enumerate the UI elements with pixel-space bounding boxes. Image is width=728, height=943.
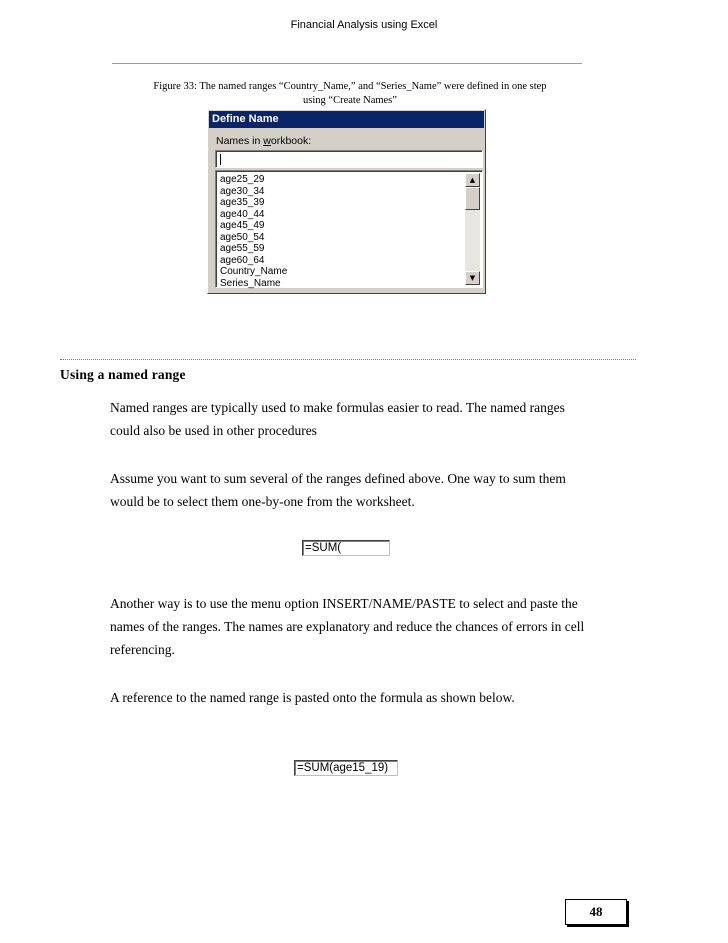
label-prefix: Names in [216,135,264,147]
list-item[interactable]: age30_34 [220,185,265,197]
list-item[interactable]: age60_64 [220,254,265,266]
paragraph-2: Assume you want to sum several of the ranges defined above. One way to sum them would be to select them one-by-one from the worksheet. [110,471,566,509]
page-number: 48 [565,899,627,925]
scroll-thumb[interactable] [465,187,480,210]
paragraph-3: Another way is to use the menu option INSERT/NAME/PASTE to select and paste the names of the ranges. The names are explanatory and reduce the chances of errors in cell referencing. [110,596,585,657]
list-item[interactable]: age45_49 [220,220,265,231]
define-name-dialog [207,109,486,294]
list-item[interactable]: Series_Name [220,277,281,289]
label-suffix: orkbook: [270,135,312,147]
caption-line-2: using “Create Names” [303,95,397,106]
header-rule [112,63,582,64]
list-item[interactable]: age50_54 [220,231,265,243]
paragraph-1: Named ranges are typically used to make formulas easier to read. The named ranges could also be used in other procedures [110,400,565,438]
scroll-down-arrow-icon[interactable]: ▼ [465,271,480,285]
names-list [220,174,287,289]
section-divider [60,359,636,360]
list-item[interactable]: age25_29 [220,174,265,185]
paragraph-4: A reference to the named range is pasted onto the formula as shown below. [110,690,515,705]
caption-line-1: Figure 33: The named ranges “Country_Name,” and “Series_Name” were defined in one step [153,81,547,92]
dialog-titlebar: Define Name [209,111,484,128]
name-input[interactable] [215,150,483,168]
formula-bar-sum[interactable]: =SUM( [302,540,390,556]
formula-bar-sum-named[interactable]: =SUM(age15_19) [294,760,398,776]
names-listbox[interactable] [215,170,483,288]
scroll-up-arrow-icon[interactable]: ▲ [465,173,480,187]
label-accelerator: w [263,135,271,147]
list-item[interactable]: Country_Name [220,266,288,277]
names-in-workbook-label [216,135,311,147]
text-caret [220,154,221,165]
list-item[interactable]: age35_39 [220,197,265,208]
listbox-scrollbar[interactable] [465,173,480,285]
list-item[interactable]: age55_59 [220,243,265,254]
list-item[interactable]: age40_44 [220,208,265,220]
section-heading: Using a named range [60,367,186,382]
running-header: Financial Analysis using Excel [290,19,438,31]
figure-caption [112,80,588,108]
